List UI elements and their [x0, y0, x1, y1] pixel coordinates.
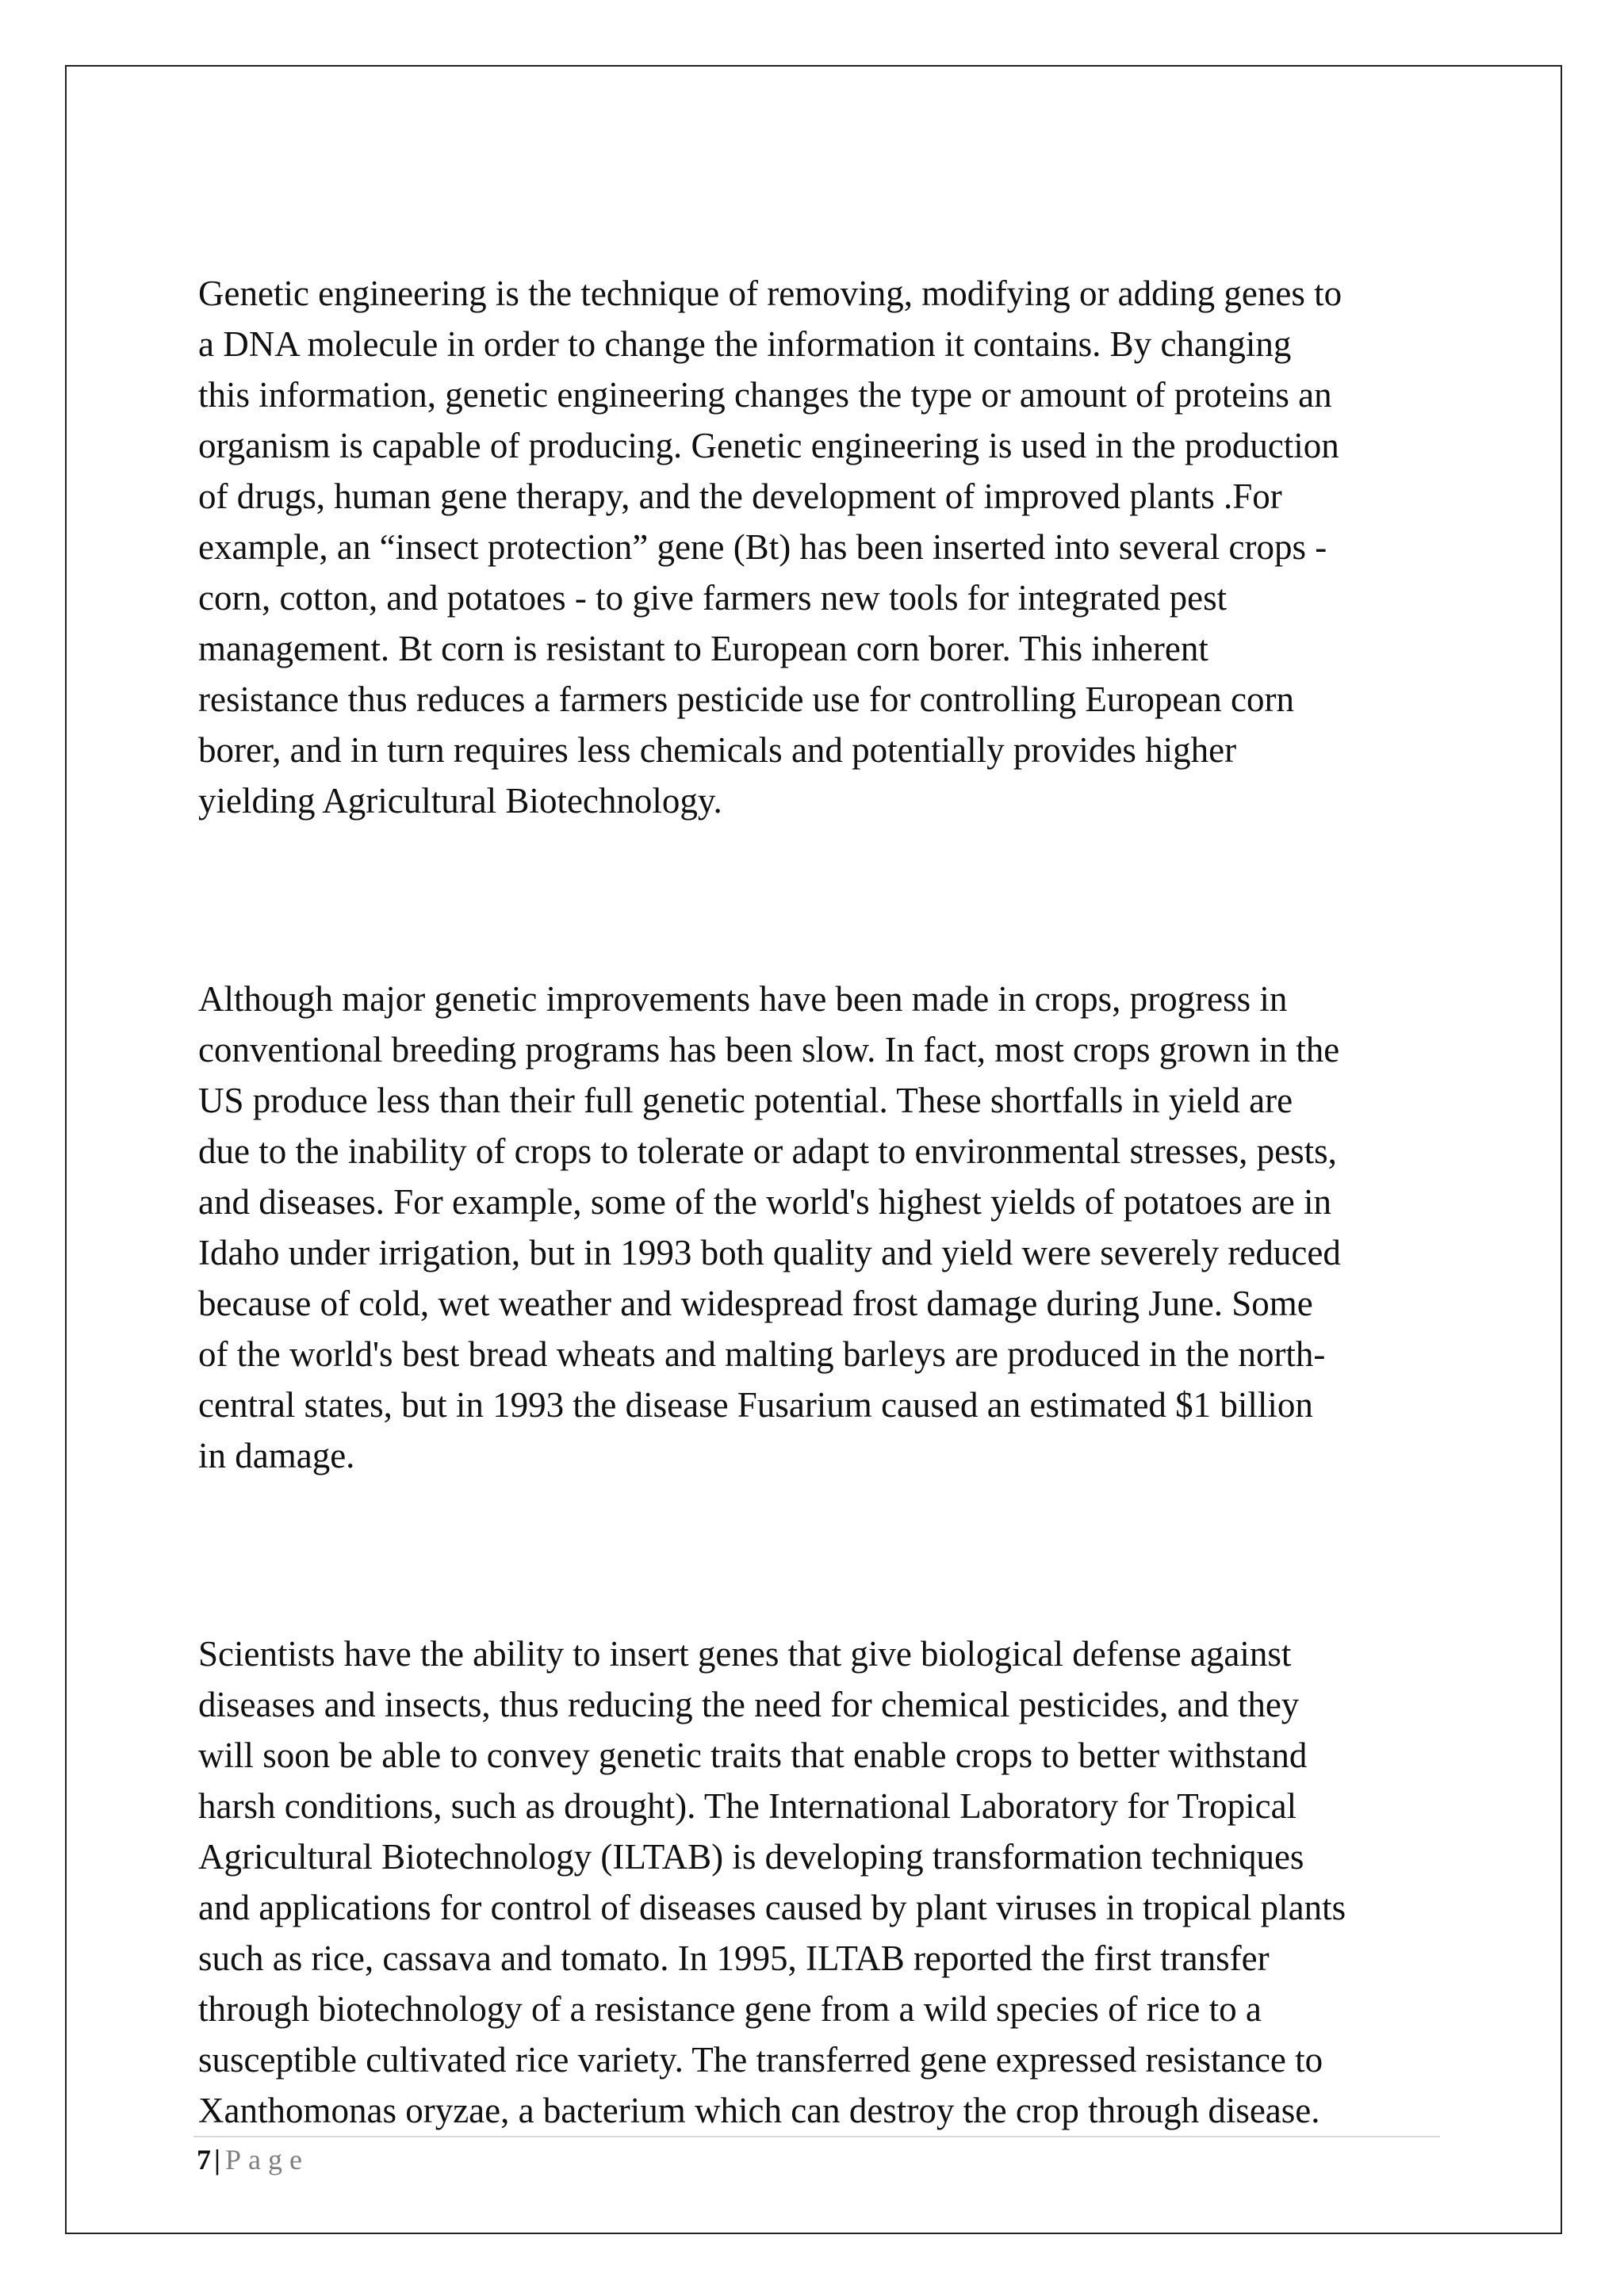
text-line: and applications for control of diseases caused by plant viruses in tropical plants	[198, 1888, 1346, 1927]
text-line: Although major genetic improvements have been made in crops, progress in	[198, 979, 1288, 1019]
page-label: Page	[224, 2144, 309, 2175]
footer-divider	[193, 2136, 1440, 2137]
text-line: in damage.	[198, 1436, 355, 1475]
text-line: central states, but in 1993 the disease Fusarium caused an estimated $1 billion	[198, 1385, 1313, 1425]
text-line: harsh conditions, such as drought). The International Laboratory for Tropical	[198, 1786, 1297, 1826]
text-line: example, an “insect protection” gene (Bt) has been inserted into several crops -	[198, 527, 1327, 567]
text-line: corn, cotton, and potatoes - to give farmers new tools for integrated pest	[198, 578, 1228, 618]
paragraph-crop-improvements	[198, 974, 1435, 1481]
text-line: due to the inability of crops to tolerate or adapt to environmental stresses, pests,	[198, 1131, 1337, 1171]
text-line: a DNA molecule in order to change the information it contains. By changing	[198, 324, 1292, 364]
page-footer	[197, 2141, 309, 2179]
text-line: Agricultural Biotechnology (ILTAB) is developing transformation techniques	[198, 1837, 1304, 1877]
text-line: Xanthomonas oryzae, a bacterium which can destroy the crop through disease.	[198, 2091, 1320, 2130]
text-line: management. Bt corn is resistant to European corn borer. This inherent	[198, 629, 1208, 668]
text-line: Scientists have the ability to insert genes that give biological defense against	[198, 1634, 1292, 1674]
footer-separator: |	[214, 2144, 220, 2175]
text-line: conventional breeding programs has been slow. In fact, most crops grown in the	[198, 1030, 1340, 1070]
text-line: Idaho under irrigation, but in 1993 both quality and yield were severely reduced	[198, 1233, 1341, 1272]
text-line: because of cold, wet weather and widespread frost damage during June. Some	[198, 1284, 1313, 1323]
text-line: diseases and insects, thus reducing the need for chemical pesticides, and they	[198, 1685, 1300, 1724]
paragraph-biological-defense	[198, 1628, 1435, 2136]
text-line: of the world's best bread wheats and malting barleys are produced in the north-	[198, 1334, 1326, 1374]
page-number: 7	[197, 2144, 211, 2175]
text-line: and diseases. For example, some of the world's highest yields of potatoes are in	[198, 1182, 1332, 1222]
text-line: susceptible cultivated rice variety. The transferred gene expressed resistance to	[198, 2040, 1323, 2080]
text-line: will soon be able to convey genetic traits that enable crops to better withstand	[198, 1735, 1308, 1775]
text-line: this information, genetic engineering changes the type or amount of proteins an	[198, 375, 1332, 415]
document-body	[198, 268, 1435, 2136]
text-line: of drugs, human gene therapy, and the development of improved plants .For	[198, 476, 1282, 516]
text-line: yielding Agricultural Biotechnology.	[198, 781, 722, 821]
text-line: resistance thus reduces a farmers pesticide use for controlling European corn	[198, 679, 1294, 719]
text-line: organism is capable of producing. Genetic engineering is used in the production	[198, 426, 1339, 465]
text-line: borer, and in turn requires less chemicals and potentially provides higher	[198, 730, 1237, 770]
paragraph-genetic-engineering	[198, 268, 1435, 826]
text-line: such as rice, cassava and tomato. In 1995, ILTAB reported the first transfer	[198, 1938, 1270, 1978]
text-line: through biotechnology of a resistance gene from a wild species of rice to a	[198, 1989, 1262, 2029]
text-line: US produce less than their full genetic potential. These shortfalls in yield are	[198, 1081, 1293, 1120]
text-line: Genetic engineering is the technique of removing, modifying or adding genes to	[198, 274, 1342, 313]
